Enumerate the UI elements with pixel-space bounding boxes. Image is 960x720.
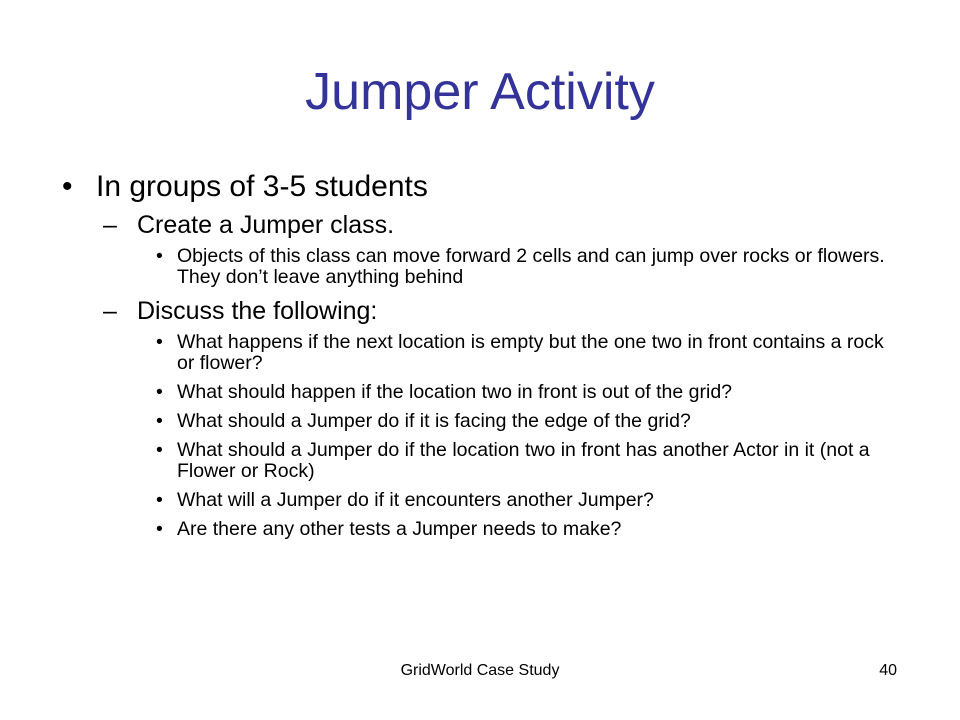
bullet-mark: • bbox=[156, 410, 163, 432]
bullet-level2 bbox=[0, 210, 960, 240]
bullet-level3 bbox=[0, 519, 887, 540]
bullet-level1 bbox=[0, 168, 960, 206]
bullet-text: What should happen if the location two in front is out of the grid? bbox=[177, 381, 733, 403]
bullet-text: Are there any other tests a Jumper needs to make? bbox=[177, 518, 622, 540]
bullet-mark: • bbox=[156, 489, 163, 511]
bullet-mark: • bbox=[62, 170, 73, 203]
bullet-level3 bbox=[0, 382, 887, 403]
bullet-mark: • bbox=[156, 381, 163, 403]
bullet-text: In groups of 3-5 students bbox=[96, 170, 428, 203]
slide-title: Jumper Activity bbox=[305, 63, 655, 121]
dash-mark: – bbox=[103, 297, 117, 325]
bullet-text: Create a Jumper class. bbox=[137, 211, 395, 239]
bullet-text: What should a Jumper do if the location two in front has another Actor in it (not a Flower or Rock) bbox=[177, 439, 870, 482]
bullet-text: What will a Jumper do if it encounters another Jumper? bbox=[177, 489, 654, 511]
bullet-level3 bbox=[0, 332, 887, 374]
bullet-text: What happens if the next location is empty but the one two in front contains a rock or flower? bbox=[177, 331, 884, 374]
bullet-mark: • bbox=[156, 518, 163, 540]
bullet-mark: • bbox=[156, 245, 163, 267]
bullet-text: Discuss the following: bbox=[137, 297, 378, 325]
bullet-level3 bbox=[0, 411, 887, 432]
slide-number: 40 bbox=[879, 662, 897, 679]
bullet-level3 bbox=[0, 440, 887, 482]
bullet-level2 bbox=[0, 296, 960, 326]
bullet-list bbox=[0, 168, 960, 548]
bullet-level3 bbox=[0, 246, 887, 288]
bullet-level3 bbox=[0, 490, 887, 511]
bullet-mark: • bbox=[156, 439, 163, 461]
bullet-mark: • bbox=[156, 331, 163, 353]
bullet-text: What should a Jumper do if it is facing the edge of the grid? bbox=[177, 410, 691, 432]
footer-label: GridWorld Case Study bbox=[400, 662, 560, 679]
dash-mark: – bbox=[103, 211, 117, 239]
bullet-text: Objects of this class can move forward 2 cells and can jump over rocks or flowers. They don’t leave anything behind bbox=[177, 245, 885, 288]
